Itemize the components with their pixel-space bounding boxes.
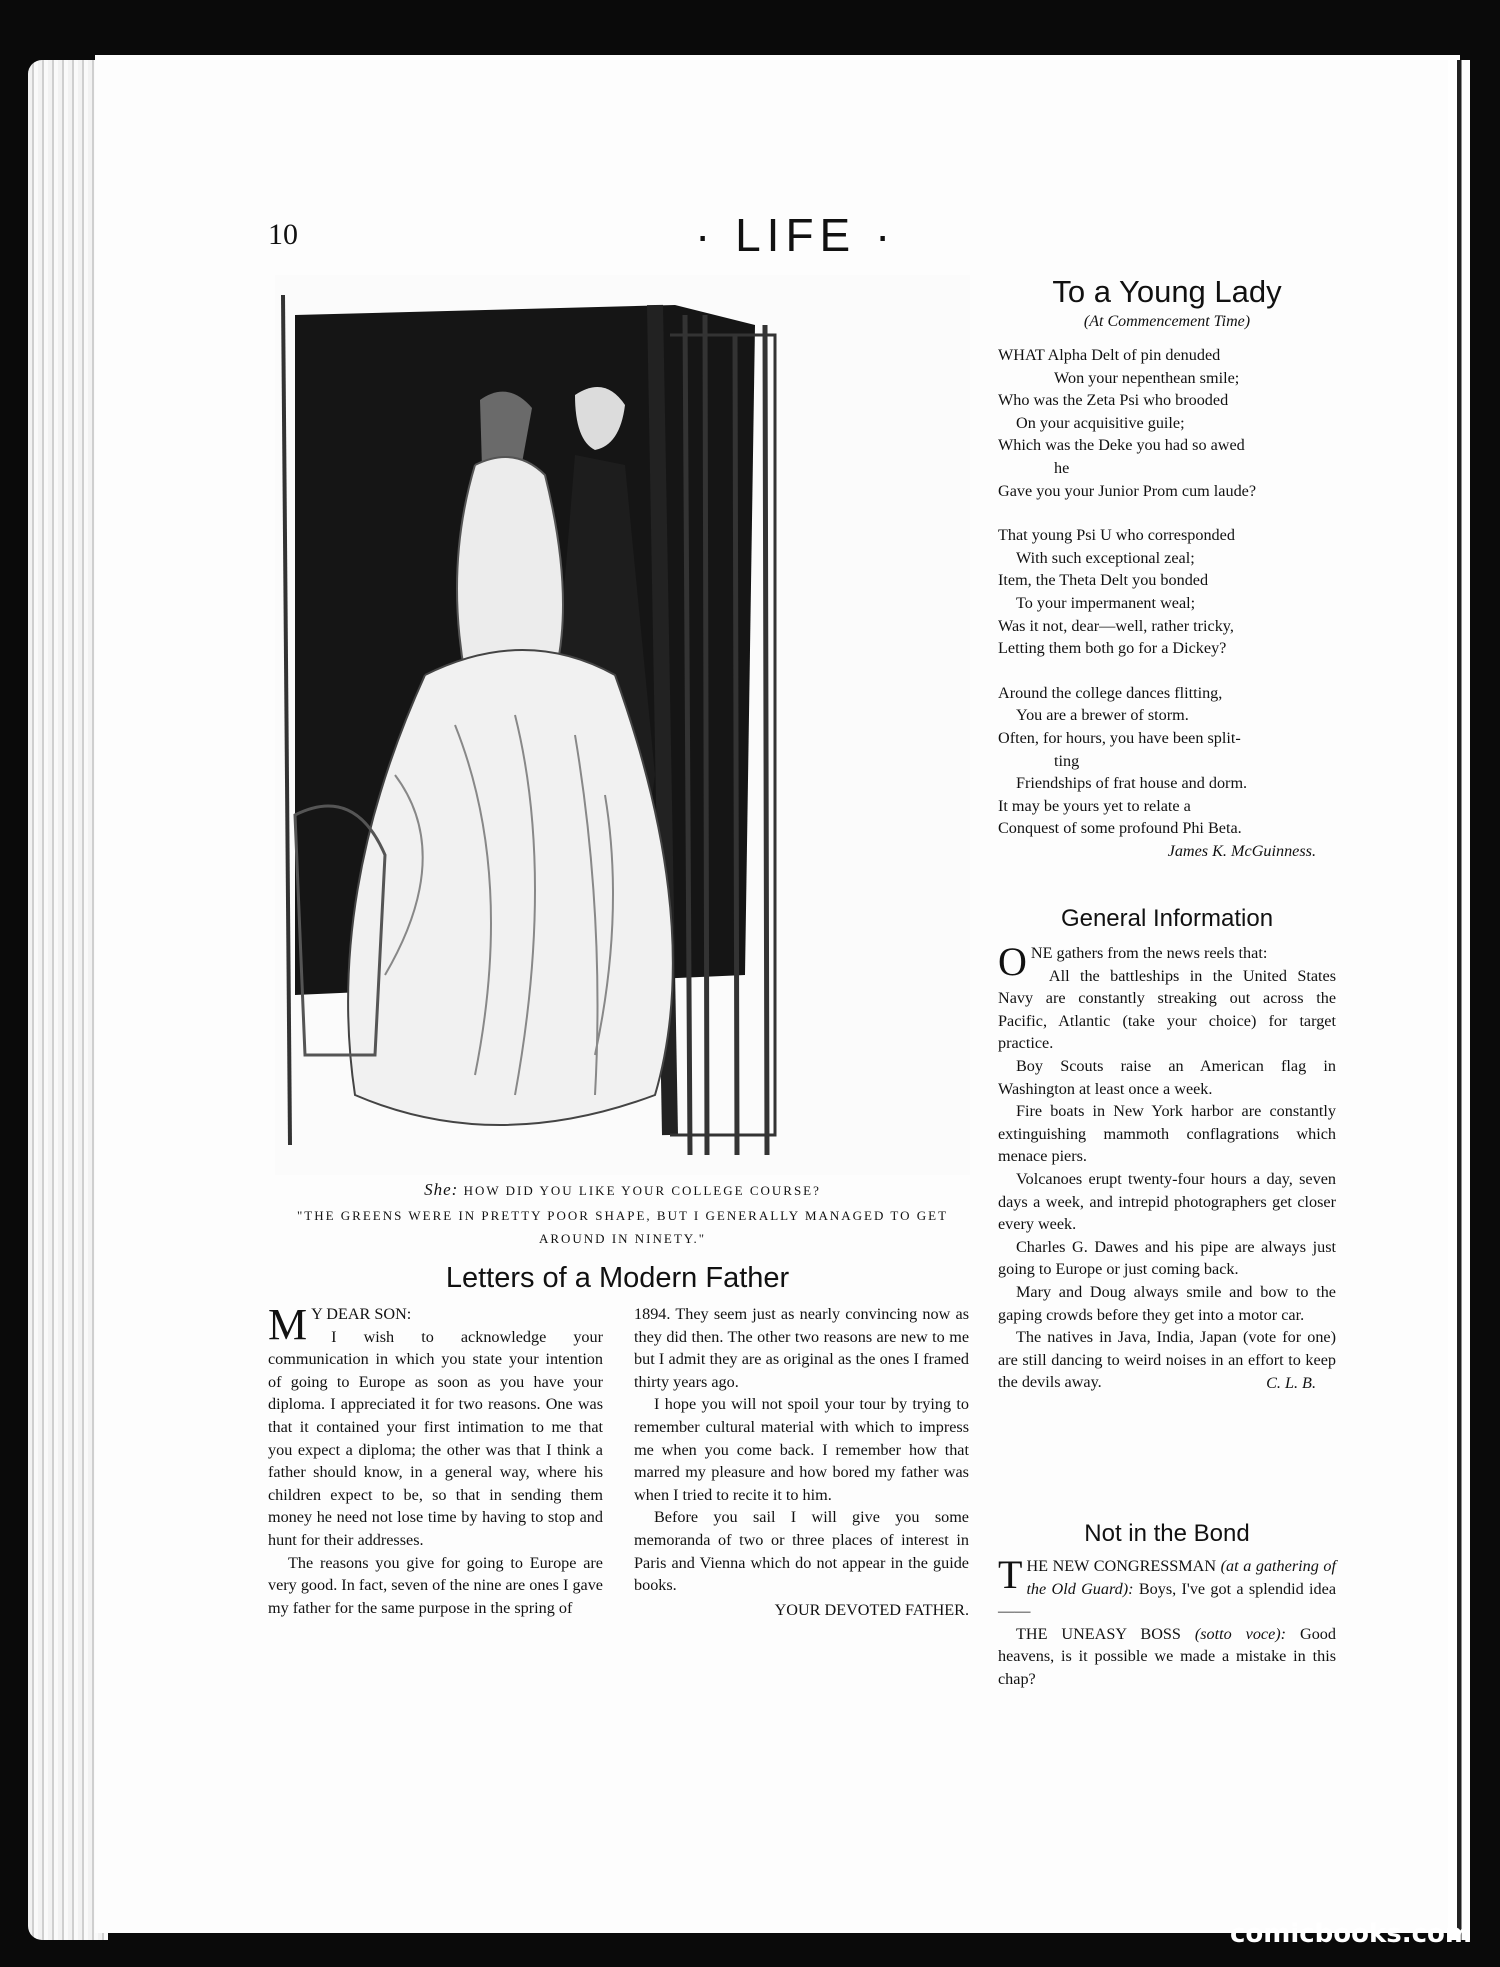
caption-speaker: She:: [424, 1180, 459, 1199]
general-information-item: Mary and Doug always smile and bow to the gaping crowds before they get into a motor car.: [998, 1282, 1336, 1324]
general-information-item: Charles G. Dawes and his pipe are always just going to Europe or just coming back.: [998, 1237, 1336, 1279]
poem-line: he: [1054, 458, 1070, 477]
poem-line: ting: [1054, 751, 1080, 770]
poem-author: James K. McGuinness.: [1167, 841, 1316, 860]
poem-line: Gave you your Junior Prom cum laude?: [998, 481, 1257, 500]
masthead: · LIFE ·: [695, 209, 897, 261]
poem-body: [998, 344, 1336, 862]
letters-paragraph: The reasons you give for going to Europe are very good. In fact, seven of the nine are ones I gave my father for the same purpose in the spring of: [268, 1553, 603, 1617]
stage-direction: (at a gathering of the Old Guard):: [1026, 1557, 1336, 1598]
not-in-the-bond-dropcap: T: [998, 1552, 1023, 1597]
poem-line: That young Psi U who corresponded: [998, 526, 1235, 545]
letters-column-1: [268, 1300, 603, 1619]
dialogue-speaker: HE NEW CONGRESSMAN: [1026, 1557, 1217, 1575]
general-information-item: Boy Scouts raise an American flag in Washington at least once a week.: [998, 1056, 1336, 1098]
general-information-intro-text: NE gathers from the news reels that:: [1030, 944, 1268, 962]
caption-answer: "THE GREENS WERE IN PRETTY POOR SHAPE, BUT I GENERALLY MANAGED TO GET AROUND IN NINETY.": [296, 1207, 949, 1246]
poem-line: To your impermanent weal;: [1016, 593, 1196, 612]
general-information-intro: [998, 939, 1336, 984]
letters-paragraph: Before you sail I will give you some memoranda of two or three places of interest in Paris and Vienna which do not appear in the guide books.: [634, 1508, 969, 1595]
poem-line: With such exceptional zeal;: [1016, 548, 1195, 567]
poem-stanza: [998, 344, 1336, 502]
site-watermark: comicbooks.com: [1229, 1919, 1472, 1949]
dialogue-text: Good heavens, is it possible we made a mistake in this chap?: [998, 1624, 1336, 1688]
poem-line: Often, for hours, you have been split-: [998, 728, 1241, 747]
illustration-caption: [270, 1175, 975, 1250]
poem-line: Around the college dances flitting,: [998, 683, 1223, 702]
poem-line: Item, the Theta Delt you bonded: [998, 571, 1209, 590]
general-information-dropcap: O: [998, 939, 1027, 984]
poem-line: Letting them both go for a Dickey?: [998, 639, 1227, 658]
poem-stanza: [998, 524, 1336, 660]
poem-line: WHAT Alpha Delt of pin denuded: [998, 346, 1221, 364]
poem-title: To a Young Lady: [1052, 274, 1282, 309]
letters-opening: [268, 1300, 603, 1349]
article-title-general-information: General Information: [1060, 905, 1274, 932]
dialogue-speaker: THE UNEASY BOSS: [1016, 1624, 1181, 1643]
general-information-signature: C. L. B.: [1266, 1373, 1316, 1392]
letters-column-2: [634, 1303, 969, 1621]
poem-line: Who was the Zeta Psi who brooded: [998, 391, 1229, 410]
poem-line: Won your nepenthean smile;: [1054, 368, 1240, 387]
poem-line: Which was the Deke you had so awed: [998, 436, 1245, 455]
dialogue-text: Boys, I've got a splendid idea——: [998, 1579, 1336, 1621]
letters-paragraph: I wish to acknowledge your communication in which you state your intention of going to Europe as soon as you have your diploma. I appreciated it for two reasons. One was that it contained your first intimation to me that you expect a diploma; the other was that I think a father should know, in a general way, where his children expect to be, so that in sending them money he need not lose time by having to stop and hunt for their addresses.: [268, 1327, 603, 1549]
letters-signature: YOUR DEVOTED FATHER.: [774, 1600, 969, 1619]
book-spine: [1448, 60, 1470, 1940]
article-title-not-in-the-bond: Not in the Bond: [1084, 1520, 1250, 1547]
stage-direction: (sotto voce):: [1194, 1624, 1287, 1643]
caption-question: HOW DID YOU LIKE YOUR COLLEGE COURSE?: [463, 1183, 821, 1198]
letters-salutation: Y DEAR SON:: [311, 1305, 412, 1323]
letters-dropcap: M: [268, 1300, 308, 1349]
poem-stanza: [998, 682, 1336, 840]
general-information-item: All the battleships in the United States Navy are constantly streaking out across the Pacific, Atlantic (take your choice) for target practice.: [998, 966, 1336, 1053]
general-information-item: Volcanoes erupt twenty-four hours a day, seven days a week, and intrepid photographers get closer every week.: [998, 1169, 1336, 1234]
article-title-letters: Letters of a Modern Father: [445, 1262, 790, 1294]
poem-subtitle: (At Commencement Time): [1083, 313, 1251, 330]
letters-paragraph: I hope you will not spoil your tour by trying to remember cultural material with which to impress me when you come back. I remember how that marred my pleasure and how bored my father was when I tried to recite it to him.: [634, 1395, 969, 1504]
general-information-body: [998, 939, 1336, 1394]
poem-line: It may be yours yet to relate a: [998, 796, 1191, 815]
dialogue-line: [998, 1623, 1336, 1691]
dialogue-line: [998, 1552, 1336, 1623]
page-number: 10: [268, 218, 298, 251]
caption-question-line: [270, 1175, 975, 1205]
poem-line: On your acquisitive guile;: [1016, 413, 1185, 432]
illustration: [275, 275, 970, 1175]
poem-line: You are a brewer of storm.: [1016, 706, 1189, 725]
letters-paragraph: 1894. They seem just as nearly convincing now as they did then. The other two reasons are new to me but I admit they are as original as the ones I framed thirty years ago.: [634, 1305, 969, 1391]
not-in-the-bond-body: [998, 1552, 1336, 1691]
general-information-item: The natives in Java, India, Japan (vote for one) are still dancing to weird noises in an effort to keep the devils away.: [998, 1328, 1336, 1392]
general-information-item: Fire boats in New York harbor are constantly extinguishing mammoth conflagrations which menace piers.: [998, 1102, 1336, 1166]
poem-line: Friendships of frat house and dorm.: [1016, 774, 1248, 793]
poem-line: Was it not, dear—well, rather tricky,: [998, 616, 1234, 635]
poem-line: Conquest of some profound Phi Beta.: [998, 819, 1242, 838]
